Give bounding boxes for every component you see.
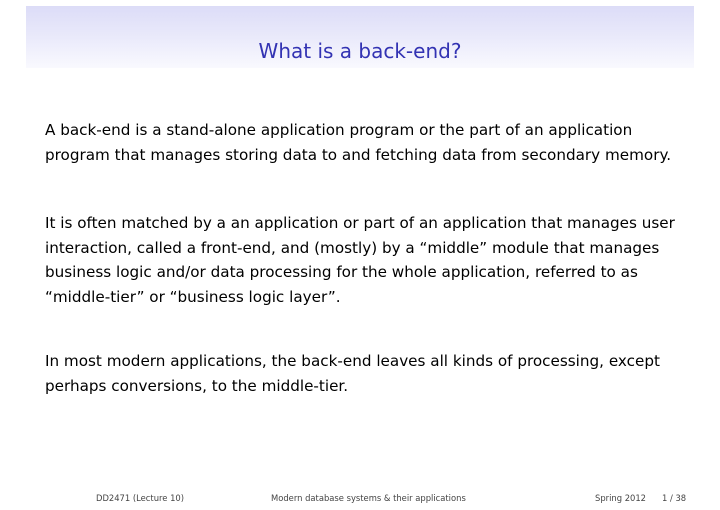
footer-term: Spring 2012 <box>595 493 647 503</box>
paragraph-modern-applications: In most modern applications, the back-end leaves all kinds of processing, except perhaps conversions, to the middle-tier. <box>45 352 660 395</box>
paragraph-definition: A back-end is a stand-alone application program or the part of an application program that manages storing data to and fetching data from secondary memory. <box>45 121 672 164</box>
footer-course: DD2471 (Lecture 10) <box>96 493 185 503</box>
slide <box>26 6 694 504</box>
slide-title: What is a back-end? <box>258 39 462 63</box>
footer-page-number: 1 / 38 <box>662 493 687 503</box>
slide-footer <box>26 491 694 505</box>
paragraph-front-end-middle-tier: It is often matched by a an application or part of an application that manages user interaction, called a front-end, and (mostly) by a “middle” module that manages business logic and/or data processing for the whole application, referred to as “middle-tier” or “business logic layer”. <box>45 214 675 306</box>
slide-header <box>26 6 694 68</box>
footer-course-title: Modern database systems & their applications <box>271 493 466 503</box>
